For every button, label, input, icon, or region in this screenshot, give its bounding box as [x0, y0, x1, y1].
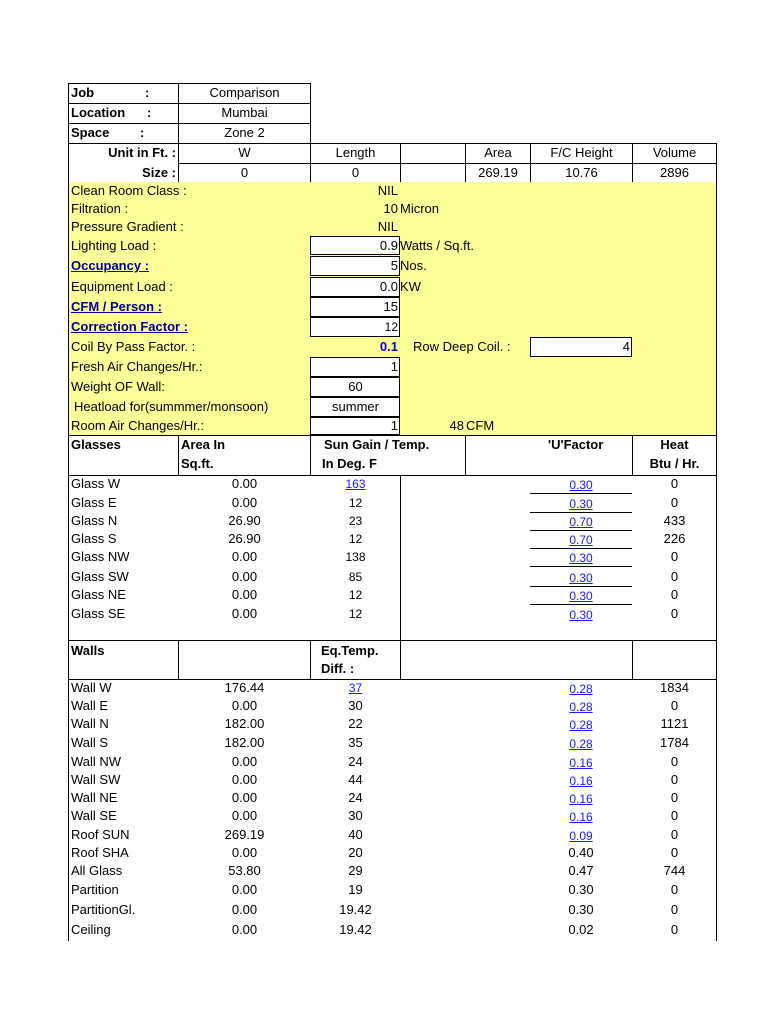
equipment-value[interactable]: 0.0	[379, 279, 398, 294]
row-deep-label: Row Deep Coil. :	[413, 339, 511, 354]
wall-area: 0.00	[231, 772, 258, 787]
size-label: Size :	[142, 165, 176, 180]
fresh-air-value[interactable]: 1	[390, 359, 398, 374]
wall-heat: 0	[670, 772, 679, 787]
heat-unit-header: Btu / Hr.	[649, 456, 700, 471]
wall-area: 269.19	[224, 827, 265, 842]
glass-sun-gain: 12	[348, 607, 363, 621]
glass-heat: 0	[670, 549, 679, 564]
wall-area: 0.00	[231, 698, 258, 713]
wall-heat: 0	[670, 922, 679, 937]
glass-heat: 433	[663, 513, 686, 528]
wall-temp-diff: 19	[348, 882, 363, 897]
glass-u-factor[interactable]: 0.30	[569, 589, 593, 603]
glass-u-factor[interactable]: 0.30	[569, 608, 593, 622]
wall-temp-diff: 19.42	[339, 922, 372, 937]
glass-u-factor[interactable]: 0.30	[569, 551, 593, 565]
wall-name: Wall W	[71, 680, 112, 695]
wall-u-factor: 0.47	[568, 863, 594, 878]
wall-heat: 0	[670, 882, 679, 897]
wall-temp-diff: 24	[348, 754, 363, 769]
glass-area: 26.90	[228, 513, 261, 528]
wall-heat: 0	[670, 754, 679, 769]
wall-area: 0.00	[231, 845, 258, 860]
length-label: Length	[335, 145, 376, 160]
equipment-unit: KW	[400, 279, 421, 294]
eq-temp-diff-header: Diff. :	[321, 661, 355, 676]
wall-heat: 0	[670, 902, 679, 917]
wall-name: Roof SHA	[71, 845, 129, 860]
glass-name: Glass NE	[71, 587, 126, 602]
heatload-label: Heatload for(summmer/monsoon)	[74, 399, 269, 414]
wall-temp-diff: 19.42	[339, 902, 372, 917]
glass-heat: 0	[670, 587, 679, 602]
clean-room-label: Clean Room Class :	[71, 183, 187, 198]
wall-area: 182.00	[224, 735, 265, 750]
wall-u-factor[interactable]: 0.28	[569, 737, 593, 751]
glass-name: Glass W	[71, 476, 121, 491]
area-label: Area	[484, 145, 512, 160]
wall-temp-diff: 29	[348, 863, 363, 878]
wall-heat: 1834	[660, 680, 689, 695]
wall-name: Wall N	[71, 716, 109, 731]
wall-area: 0.00	[231, 808, 258, 823]
wall-area: 53.80	[228, 863, 261, 878]
glass-sun-gain: 12	[348, 532, 363, 546]
wall-temp-diff: 35	[348, 735, 363, 750]
wall-name: Wall E	[71, 698, 109, 713]
area-header: Area In	[181, 437, 226, 452]
job-value[interactable]: Comparison	[209, 85, 280, 100]
glass-sun-gain: 138	[345, 550, 366, 564]
glass-name: Glass E	[71, 495, 117, 510]
location-value[interactable]: Mumbai	[221, 105, 268, 120]
u-factor-divider	[530, 604, 632, 605]
wall-u-factor: 0.30	[568, 882, 594, 897]
wall-name: Partition	[71, 882, 119, 897]
pressure-label: Pressure Gradient :	[71, 219, 184, 234]
heat-header: Heat	[660, 437, 689, 452]
glass-name: Glass SE	[71, 606, 126, 621]
wall-heat: 0	[670, 698, 679, 713]
glass-area: 0.00	[231, 569, 258, 584]
wall-name: Wall NW	[71, 754, 122, 769]
glass-u-factor[interactable]: 0.30	[569, 478, 593, 492]
job-label: Job	[71, 85, 95, 100]
equipment-label: Equipment Load :	[71, 279, 173, 294]
wall-temp-diff: 30	[348, 808, 363, 823]
space-colon: :	[140, 125, 145, 140]
wall-name: PartitionGl.	[71, 902, 136, 917]
lighting-label: Lighting Load :	[71, 238, 157, 253]
glass-area: 0.00	[231, 476, 258, 491]
room-air-cfm-unit: CFM	[466, 418, 495, 433]
glass-u-factor[interactable]: 0.30	[569, 497, 593, 511]
wall-area: 182.00	[224, 716, 265, 731]
glass-area: 0.00	[231, 606, 258, 621]
glass-heat: 0	[670, 495, 679, 510]
room-air-label: Room Air Changes/Hr.:	[71, 418, 204, 433]
glass-heat: 0	[670, 569, 679, 584]
wall-u-factor: 0.30	[568, 902, 594, 917]
sun-gain-header: Sun Gain / Temp.	[324, 437, 430, 452]
location-colon: :	[147, 105, 152, 120]
lighting-unit: Watts / Sq.ft.	[400, 238, 474, 253]
wall-area: 0.00	[231, 902, 258, 917]
wall-heat: 744	[663, 863, 686, 878]
area-unit-header: Sq.ft.	[181, 456, 214, 471]
sun-gain-unit-header: In Deg. F	[322, 456, 377, 471]
glass-sun-gain[interactable]: 163	[345, 477, 366, 491]
wall-u-factor[interactable]: 0.09	[569, 829, 593, 843]
wall-u-factor[interactable]: 0.16	[569, 774, 593, 788]
location-label: Location	[71, 105, 126, 120]
weight-wall-label: Weight OF Wall:	[71, 379, 165, 394]
glass-sun-gain: 12	[348, 588, 363, 602]
pressure-value[interactable]: NIL	[377, 219, 398, 234]
walls-header: Walls	[71, 643, 105, 658]
wall-temp-diff: 20	[348, 845, 363, 860]
wall-u-factor: 0.40	[568, 845, 594, 860]
wall-heat: 0	[670, 845, 679, 860]
wall-name: Wall SW	[71, 772, 121, 787]
glass-sun-gain: 23	[348, 514, 363, 528]
glass-area: 0.00	[231, 495, 258, 510]
glass-sun-gain: 85	[348, 570, 363, 584]
w-label: W	[238, 145, 251, 160]
glass-sun-gain: 12	[348, 496, 363, 510]
w-value[interactable]: 0	[240, 165, 249, 180]
glass-heat: 0	[670, 476, 679, 491]
volume-label: Volume	[652, 145, 697, 160]
filtration-unit: Micron	[400, 201, 440, 216]
glass-name: Glass NW	[71, 549, 130, 564]
space-value[interactable]: Zone 2	[224, 125, 265, 140]
wall-temp-diff[interactable]: 37	[348, 681, 363, 695]
volume-value: 2896	[660, 165, 689, 180]
cfm-person-value[interactable]: 15	[383, 299, 398, 314]
fc-height-label: F/C Height	[550, 145, 613, 160]
wall-u-factor[interactable]: 0.28	[569, 718, 593, 732]
wall-name: Wall NE	[71, 790, 118, 805]
occupancy-label[interactable]: Occupancy :	[71, 258, 150, 273]
wall-name: Wall S	[71, 735, 109, 750]
bypass-factor-value[interactable]: 0.1	[379, 339, 398, 354]
occupancy-value[interactable]: 5	[390, 258, 398, 273]
wall-temp-diff: 22	[348, 716, 363, 731]
wall-name: Roof SUN	[71, 827, 130, 842]
wall-u-factor[interactable]: 0.28	[569, 682, 593, 696]
lighting-value[interactable]: 0.9	[379, 238, 398, 253]
cfm-person-label[interactable]: CFM / Person :	[71, 299, 163, 314]
wall-area: 0.00	[231, 882, 258, 897]
unit-label: Unit in Ft. :	[108, 145, 176, 160]
glass-u-factor[interactable]: 0.30	[569, 571, 593, 585]
glass-name: Glass N	[71, 513, 118, 528]
wall-area: 176.44	[224, 680, 265, 695]
wall-u-factor[interactable]: 0.16	[569, 792, 593, 806]
room-air-cfm: 48	[449, 418, 464, 433]
glass-heat: 0	[670, 606, 679, 621]
row-deep-value[interactable]: 4	[622, 339, 630, 354]
wall-heat: 0	[670, 827, 679, 842]
glass-name: Glass S	[71, 531, 117, 546]
wall-name: All Glass	[71, 863, 123, 878]
u-factor-header: 'U'Factor	[548, 437, 604, 452]
correction-factor-label[interactable]: Correction Factor :	[71, 319, 189, 334]
u-factor-divider	[530, 566, 632, 567]
wall-temp-diff: 40	[348, 827, 363, 842]
wall-u-factor: 0.02	[568, 922, 594, 937]
glass-name: Glass SW	[71, 569, 129, 584]
wall-name: Wall SE	[71, 808, 117, 823]
space-label: Space	[71, 125, 110, 140]
glass-u-factor[interactable]: 0.70	[569, 515, 593, 529]
wall-heat: 1121	[660, 716, 689, 731]
wall-u-factor[interactable]: 0.16	[569, 810, 593, 824]
wall-heat: 0	[670, 790, 679, 805]
wall-area: 0.00	[231, 922, 258, 937]
correction-factor-value[interactable]: 12	[384, 320, 398, 334]
clean-room-value[interactable]: NIL	[377, 183, 398, 198]
glass-area: 26.90	[228, 531, 261, 546]
fc-height-value[interactable]: 10.76	[565, 165, 598, 180]
wall-heat: 1784	[660, 735, 689, 750]
wall-temp-diff: 24	[348, 790, 363, 805]
wall-u-factor[interactable]: 0.28	[569, 700, 593, 714]
wall-temp-diff: 30	[348, 698, 363, 713]
wall-u-factor[interactable]: 0.16	[569, 756, 593, 770]
bypass-factor-label: Coil By Pass Factor. :	[71, 339, 196, 354]
weight-wall-value[interactable]: 60	[348, 379, 363, 394]
fresh-air-label: Fresh Air Changes/Hr.:	[71, 359, 203, 374]
area-value: 269.19	[478, 165, 518, 180]
heatload-value[interactable]: summer	[332, 399, 379, 414]
glasses-header: Glasses	[71, 437, 121, 452]
filtration-value[interactable]: 10	[383, 201, 398, 216]
u-factor-divider	[530, 493, 632, 494]
occupancy-unit: Nos.	[400, 258, 427, 273]
eq-temp-header: Eq.Temp.	[321, 643, 379, 658]
glass-heat: 226	[663, 531, 686, 546]
wall-temp-diff: 44	[348, 772, 363, 787]
wall-area: 0.00	[231, 790, 258, 805]
length-value[interactable]: 0	[351, 165, 360, 180]
wall-area: 0.00	[231, 754, 258, 769]
glass-area: 0.00	[231, 587, 258, 602]
room-air-value[interactable]: 1	[390, 418, 398, 433]
glass-u-factor[interactable]: 0.70	[569, 533, 593, 547]
wall-heat: 0	[670, 808, 679, 823]
filtration-label: Filtration :	[71, 201, 129, 216]
wall-name: Ceiling	[71, 922, 111, 937]
glass-area: 0.00	[231, 549, 258, 564]
job-colon: :	[145, 85, 150, 100]
